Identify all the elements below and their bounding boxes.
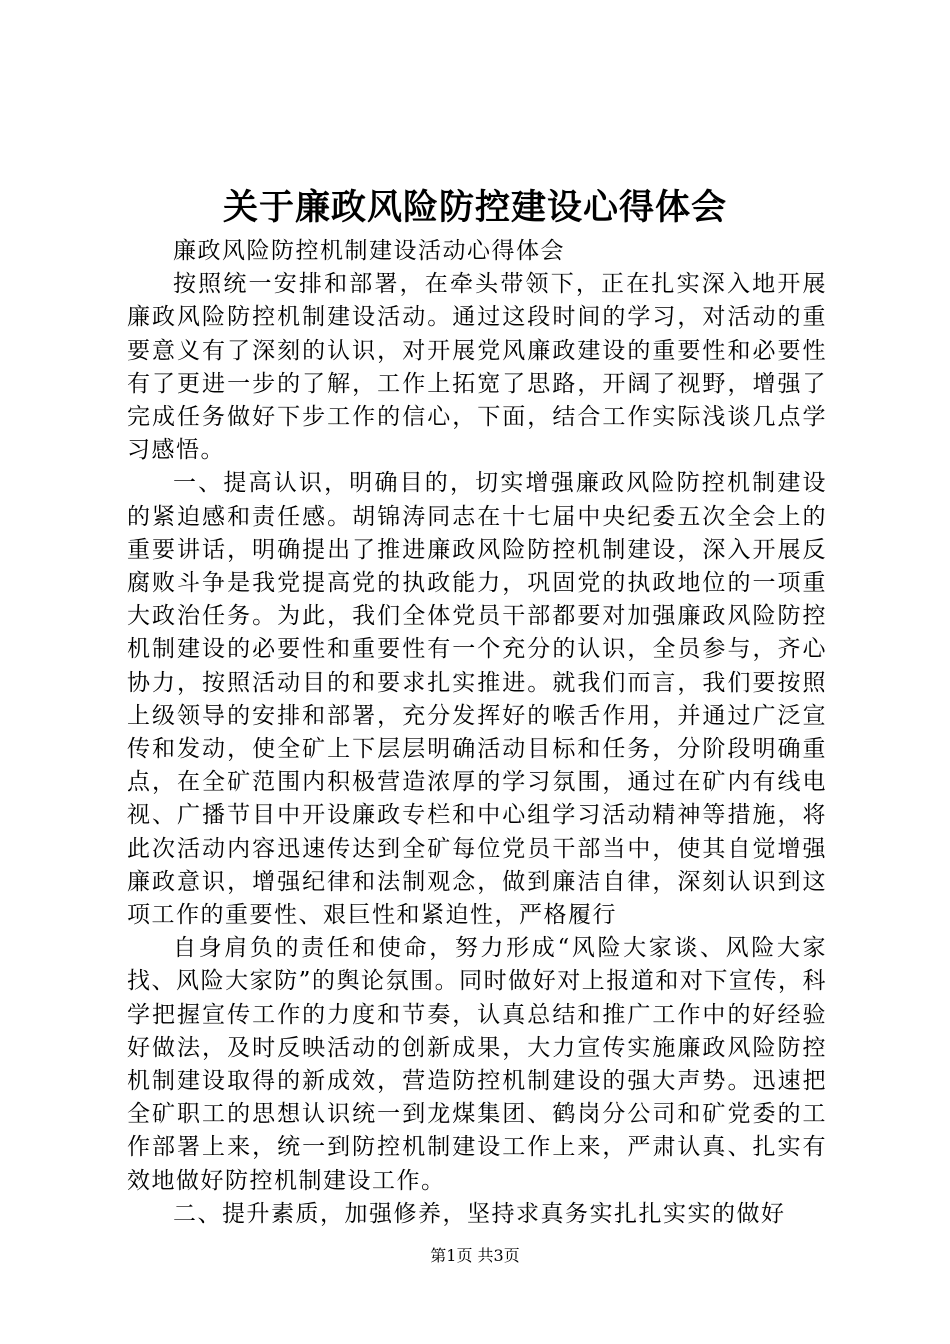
paragraph-section-one: 一、提高认识，明确目的，切实增强廉政风险防控机制建设的紧迫感和责任感。胡锦涛同志在十七届中央纪委五次全会上的重要讲话，明确提出了推进廉政风险防控机制建设，深入开展反腐败斗争是我党提高党的执政能力，巩固党的执政地位的一项重大政治任务。为此，我们全体党员干部都要对加强廉政风险防控机制建设的必要性和重要性有一个充分的认识，全员参与，齐心协力，按照活动目的和要求扎实推进。就我们而言，我们要按照上级领导的安排和部署，充分发挥好的喉舌作用，并通过广泛宣传和发动，使全矿上下层层明确活动目标和任务，分阶段明确重点，在全矿范围内积极营造浓厚的学习氛围，通过在矿内有线电视、广播节目中开设廉政专栏和中心组学习活动精神等措施，将此次活动内容迅速传达到全矿每位党员干部当中，使其自觉增强廉政意识，增强纪律和法制观念，做到廉洁自律，深刻认识到这项工作的重要性、艰巨性和紧迫性，严格履行 <box>127 470 827 929</box>
document-subtitle: 廉政风险防控机制建设活动心得体会 <box>173 238 565 264</box>
paragraph-section-two: 二、提升素质，加强修养，坚持求真务实扎扎实实的做好 <box>173 1200 786 1227</box>
document-body <box>127 235 827 1231</box>
paragraph-intro: 按照统一安排和部署，在牵头带领下，正在扎实深入地开展廉政风险防控机制建设活动。通过这段时间的学习，对活动的重要意义有了深刻的认识，对开展党风廉政建设的重要性和必要性有了更进一步的了解，工作上拓宽了思路，开阔了视野，增强了完成任务做好下步工作的信心，下面，结合工作实际浅谈几点学习感悟。 <box>127 271 827 464</box>
page-footer: 第1页 共3页 <box>430 1246 520 1265</box>
document-title: 关于廉政风险防控建设心得体会 <box>222 187 727 228</box>
paragraph-section-one-continued: 自身肩负的责任和使命，努力形成“风险大家谈、风险大家找、风险大家防”的舆论氛围。同时做好对上报道和对下宣传，科学把握宣传工作的力度和节奏，认真总结和推广工作中的好经验好做法，及时反映活动的创新成果，大力宣传实施廉政风险防控机制建设取得的新成效，营造防控机制建设的强大声势。迅速把全矿职工的思想认识统一到龙煤集团、鹤岗分公司和矿党委的工作部署上来，统一到防控机制建设工作上来，严肃认真、扎实有效地做好防控机制建设工作。 <box>127 935 827 1194</box>
